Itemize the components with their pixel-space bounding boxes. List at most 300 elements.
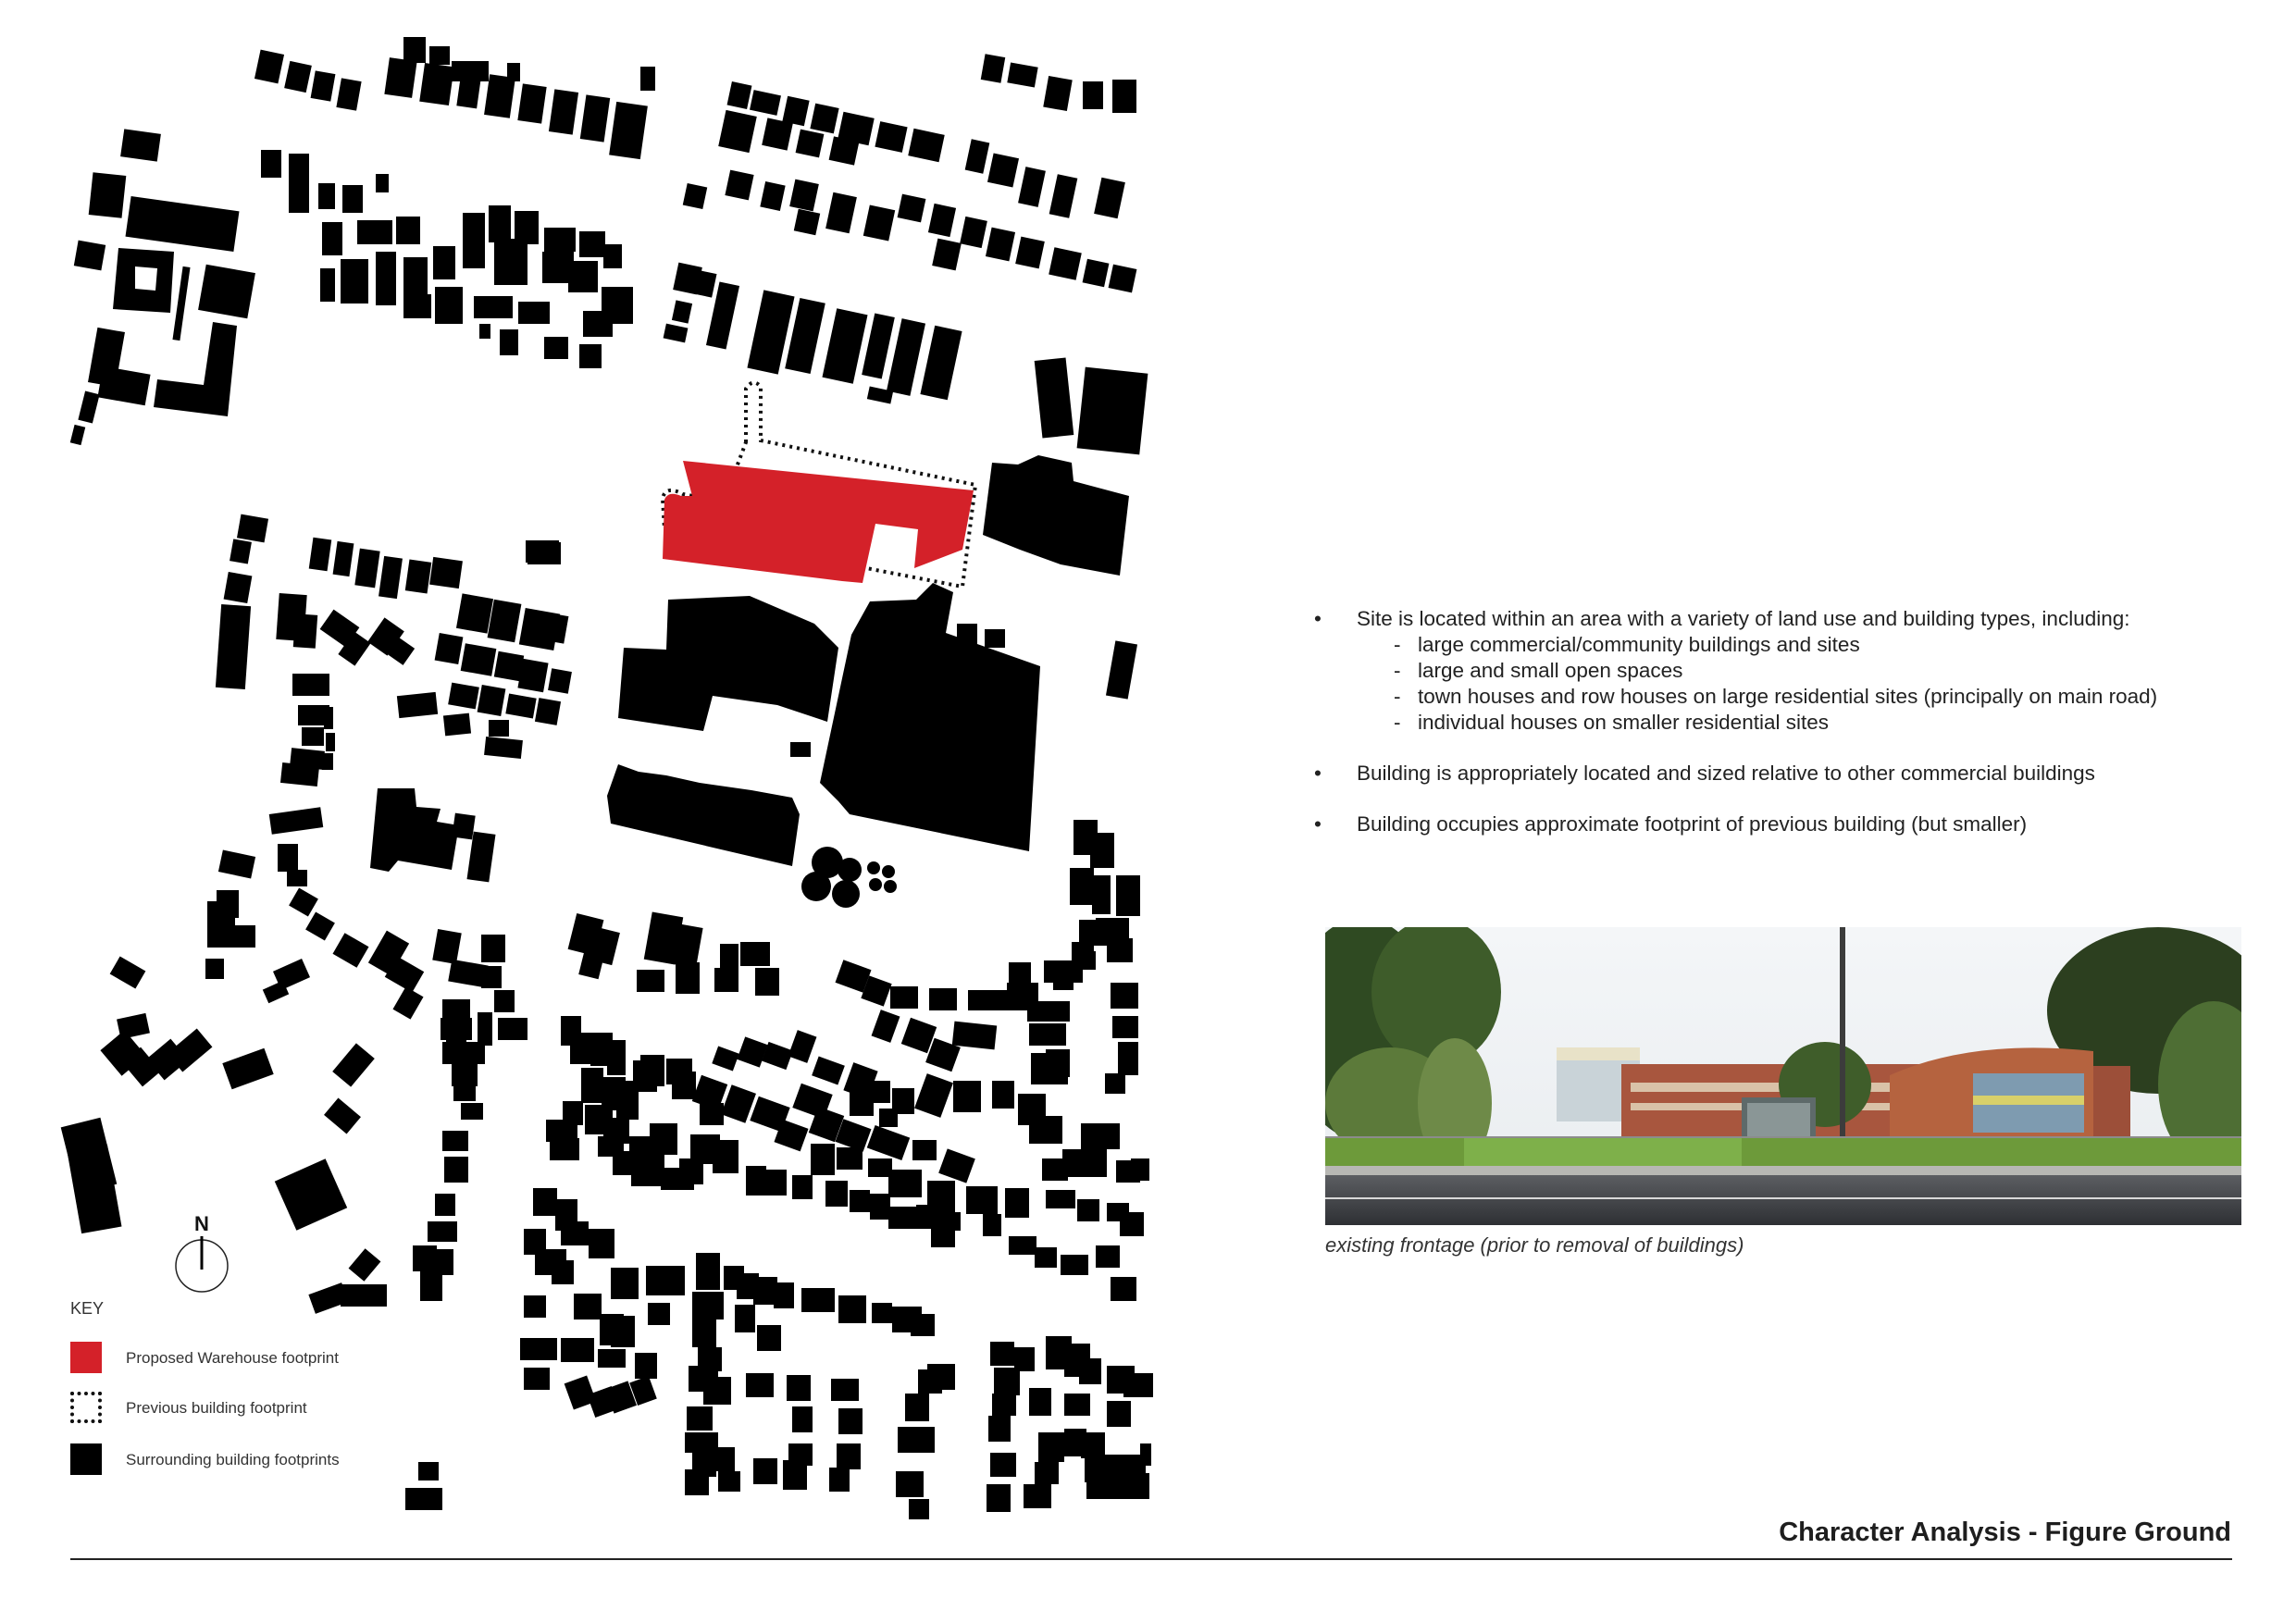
building-footprint: [712, 1046, 738, 1071]
building-footprint: [928, 204, 956, 237]
key-label-previous: Previous building footprint: [126, 1399, 307, 1417]
building-footprint: [1077, 367, 1148, 455]
building-footprint: [517, 83, 546, 123]
building-footprint: [463, 213, 485, 268]
building-footprint: [1096, 1245, 1120, 1268]
building-footprint: [822, 308, 867, 383]
building-footprint: [940, 1212, 961, 1231]
building-footprint: [987, 1484, 1011, 1512]
building-footprint: [302, 727, 324, 746]
building-footprint: [435, 1194, 455, 1216]
building-footprint: [811, 1144, 835, 1175]
building-footprint: [207, 901, 235, 929]
building-footprint: [284, 61, 312, 93]
building-footprint: [74, 241, 105, 271]
building-footprint: [1049, 174, 1078, 218]
building-footprint: [453, 1081, 476, 1101]
proposed-swatch: [70, 1342, 102, 1373]
building-footprint: [405, 1488, 442, 1510]
building-footprint: [1131, 1158, 1149, 1181]
building-footprint: [418, 1462, 439, 1481]
building-footprint: [737, 1036, 767, 1067]
building-footprint: [914, 1073, 953, 1118]
building-footprint: [1046, 1190, 1075, 1208]
building-footprint: [1042, 1158, 1068, 1181]
building-footprint: [1111, 983, 1138, 1009]
building-footprint: [637, 970, 664, 992]
building-footprint: [1083, 259, 1110, 287]
building-footprint: [548, 668, 572, 693]
building-footprint: [965, 139, 990, 173]
building-footprint: [875, 121, 907, 153]
building-footprint: [838, 1295, 866, 1323]
key-label-proposed: Proposed Warehouse footprint: [126, 1349, 339, 1367]
building-footprint: [442, 999, 470, 1020]
building-footprint: [952, 1022, 997, 1050]
building-footprint: [405, 559, 431, 593]
building-footprint: [237, 514, 268, 543]
building-footprint: [796, 130, 825, 158]
building-footprint: [392, 986, 423, 1019]
building-footprint: [433, 246, 455, 279]
building-footprint: [746, 1373, 774, 1397]
bullet-footprint: [1314, 812, 2258, 837]
building-footprint: [448, 683, 479, 710]
building-footprint: [905, 1394, 929, 1421]
building-footprint: [1123, 1373, 1153, 1397]
building-footprint: [524, 1368, 550, 1390]
building-footprint: [1043, 76, 1073, 111]
building-footprint: [829, 1468, 850, 1492]
building-footprint: [324, 1098, 361, 1134]
building-footprint: [607, 1040, 626, 1075]
building-footprint: [1096, 918, 1129, 938]
building-footprint: [1005, 1188, 1029, 1218]
building-footprint: [703, 1377, 731, 1405]
building-footprint: [269, 807, 324, 835]
building-footprint: [687, 1406, 713, 1431]
building-footprint: [986, 228, 1015, 262]
building-footprint: [578, 951, 604, 980]
bullet-location: [1314, 761, 2258, 787]
building-footprint: [481, 966, 502, 988]
building-footprint: [479, 324, 490, 339]
building-footprint: [882, 865, 895, 878]
building-footprint: [672, 300, 692, 323]
building-footprint: [603, 244, 622, 268]
building-footprint: [825, 192, 857, 234]
building-footprint: [494, 239, 527, 285]
building-footprint: [801, 1288, 835, 1312]
building-footprint: [850, 1190, 870, 1212]
previous-swatch: [70, 1392, 102, 1423]
building-footprint: [960, 217, 987, 248]
building-footprint: [505, 694, 536, 719]
building-footprint: [983, 1214, 1001, 1236]
building-footprint: [324, 707, 333, 729]
building-footprint: [611, 1316, 635, 1347]
building-footprint: [938, 1148, 975, 1183]
building-footprint: [452, 61, 489, 81]
building-footprint: [1086, 1473, 1149, 1499]
building-footprint: [1009, 962, 1031, 985]
building-footprint: [1070, 868, 1094, 905]
building-footprint: [721, 1084, 756, 1123]
building-footprint: [1112, 80, 1136, 113]
building-footprint: [280, 762, 319, 787]
building-footprint: [205, 959, 224, 979]
building-footprint: [1035, 1247, 1057, 1268]
building-footprint: [527, 542, 561, 564]
building-footprint: [898, 194, 926, 223]
building-footprint: [788, 1030, 817, 1063]
building-footprint: [611, 1268, 639, 1299]
building-footprint: [320, 268, 335, 302]
building-footprint: [342, 185, 363, 213]
building-footprint: [932, 239, 962, 271]
building-footprint: [1116, 875, 1140, 916]
building-footprint: [718, 110, 757, 153]
building-footprint: [452, 813, 475, 840]
surrounding-building-footprints: [61, 37, 1153, 1519]
building-footprint: [336, 78, 361, 110]
building-footprint: [992, 1081, 1014, 1109]
sub-item: [1357, 632, 2258, 658]
building-footprint: [1024, 1484, 1051, 1508]
building-footprint: [890, 986, 918, 1009]
building-footprint: [1107, 938, 1133, 962]
building-footprint: [305, 911, 335, 940]
building-footprint: [966, 1186, 998, 1214]
building-footprint: [1061, 1255, 1088, 1275]
building-footprint: [68, 1145, 122, 1233]
building-footprint: [838, 1408, 863, 1434]
building-footprint: [1015, 237, 1045, 269]
building-footprint: [888, 1170, 922, 1197]
building-footprint: [97, 366, 150, 406]
building-footprint: [474, 296, 513, 318]
building-footprint: [760, 181, 785, 211]
building-footprint: [230, 539, 252, 564]
building-footprint: [254, 50, 284, 84]
building-footprint: [574, 1294, 602, 1319]
building-footprint: [500, 329, 518, 355]
sub-item-text: large commercial/community buildings and sites: [1418, 633, 1860, 656]
building-footprint: [911, 1314, 935, 1336]
building-footprint: [746, 1166, 766, 1196]
building-footprint: [683, 183, 708, 209]
building-footprint: [1118, 1042, 1138, 1075]
building-footprint: [172, 266, 190, 341]
building-footprint: [888, 1207, 918, 1229]
building-footprint: [583, 311, 613, 337]
building-footprint: [278, 844, 298, 872]
proposed-warehouse-footprint: [663, 461, 974, 583]
building-footprint: [825, 1181, 848, 1207]
building-footprint: [879, 1109, 898, 1127]
building-footprint: [757, 1325, 781, 1351]
building-footprint: [461, 643, 497, 675]
building-footprint: [1031, 1053, 1068, 1084]
bullet-marker: •: [1314, 812, 1322, 836]
building-footprint: [207, 925, 255, 948]
building-footprint: [1083, 81, 1103, 109]
sub-item: [1357, 710, 2258, 736]
building-footprint: [376, 252, 396, 305]
building-footprint: [396, 217, 420, 244]
building-footprint: [1109, 265, 1137, 293]
building-footprint: [1064, 1394, 1090, 1416]
building-footprint: [341, 259, 368, 304]
analysis-bullets: [1314, 606, 2258, 862]
building-footprint: [289, 154, 309, 213]
building-footprint: [1090, 833, 1114, 868]
building-footprint: [801, 872, 831, 901]
building-footprint: [867, 861, 880, 874]
building-footprint: [1120, 1212, 1144, 1236]
surrounding-swatch: [70, 1443, 102, 1475]
building-footprint: [968, 990, 1009, 1010]
building-footprint: [349, 1248, 381, 1282]
building-footprint: [435, 633, 464, 664]
building-footprint: [524, 1295, 546, 1318]
building-footprint: [441, 1018, 472, 1040]
building-footprint: [222, 1048, 273, 1090]
building-footprint: [478, 685, 506, 716]
building-footprint: [929, 988, 957, 1010]
building-footprint: [456, 593, 493, 633]
building-footprint: [1018, 167, 1046, 207]
building-footprint: [812, 1057, 845, 1085]
building-footprint: [488, 600, 522, 643]
building-footprint: [435, 287, 463, 324]
building-footprint: [870, 1194, 890, 1220]
building-footprint: [661, 1168, 694, 1190]
building-footprint: [862, 313, 895, 378]
building-footprint: [1029, 1388, 1051, 1416]
building-footprint: [544, 228, 576, 252]
building-footprint: [333, 933, 369, 968]
building-footprint: [810, 104, 838, 134]
building-footprint: [755, 968, 779, 996]
building-footprint: [727, 81, 752, 109]
footer-rule: [70, 1558, 2232, 1560]
building-footprint: [1106, 640, 1137, 699]
building-footprint: [1107, 1401, 1131, 1427]
building-footprint: [618, 596, 838, 731]
building-footprint: [120, 129, 161, 161]
building-footprint: [397, 692, 438, 718]
building-footprint: [820, 583, 1040, 851]
frontage-photo: [1325, 927, 2241, 1225]
building-footprint: [609, 102, 648, 159]
building-footprint: [561, 1338, 594, 1362]
building-footprint: [403, 37, 426, 63]
bullet-text: Site is located within an area with a variety of land use and building types, including:: [1357, 607, 2130, 630]
building-footprint: [70, 425, 85, 445]
building-footprint: [740, 942, 770, 966]
building-footprint: [444, 1157, 468, 1183]
building-footprint: [478, 1012, 492, 1046]
building-footprint: [419, 63, 454, 105]
frontage-photo-illustration: [1325, 927, 2241, 1225]
building-footprint: [713, 1140, 738, 1173]
bullet-marker: •: [1314, 762, 1322, 785]
building-footprint: [987, 153, 1019, 187]
building-footprint: [549, 89, 578, 134]
building-footprint: [789, 180, 819, 212]
building-footprint: [446, 1040, 466, 1055]
building-footprint: [379, 556, 403, 599]
building-footprint: [1112, 1016, 1138, 1038]
building-footprint: [792, 1406, 813, 1432]
page-title: Character Analysis - Figure Ground: [1779, 1518, 2231, 1547]
building-footprint: [1029, 1116, 1062, 1144]
building-footprint: [640, 1055, 664, 1086]
building-footprint: [332, 1043, 375, 1086]
building-footprint: [1077, 1199, 1099, 1221]
building-footprint: [443, 713, 471, 737]
bullet-text: Building occupies approximate footprint of previous building (but smaller): [1357, 812, 2028, 836]
building-footprint: [333, 541, 354, 576]
building-footprint: [432, 929, 462, 964]
building-footprint: [714, 968, 738, 992]
sub-item-text: town houses and row houses on large residential sites (principally on main road): [1418, 685, 2158, 708]
building-footprint: [376, 174, 389, 192]
building-footprint: [1092, 875, 1111, 914]
building-footprint: [898, 1427, 935, 1453]
building-footprint: [1035, 357, 1074, 438]
sub-marker: -: [1394, 711, 1401, 734]
building-footprint: [868, 1158, 892, 1177]
building-footprint: [1014, 1347, 1035, 1371]
building-footprint: [322, 753, 333, 770]
building-footprint: [370, 788, 459, 872]
building-footprint: [635, 1353, 657, 1379]
building-footprint: [696, 1253, 720, 1290]
building-footprint: [579, 231, 605, 257]
building-footprint: [489, 720, 509, 737]
building-footprint: [692, 1292, 724, 1319]
building-footprint: [782, 96, 809, 126]
building-footprint: [646, 1266, 685, 1295]
building-footprint: [685, 1469, 709, 1495]
building-footprint: [498, 1018, 527, 1040]
building-footprint: [287, 870, 307, 886]
building-footprint: [293, 613, 317, 649]
building-footprint: [292, 674, 329, 696]
building-footprint: [887, 318, 925, 396]
building-footprint: [983, 455, 1129, 576]
building-footprint: [1079, 1358, 1101, 1384]
building-footprint: [1029, 1023, 1066, 1046]
building-footprint: [544, 337, 568, 359]
building-footprint: [872, 1303, 892, 1323]
building-footprint: [494, 990, 515, 1012]
building-footprint: [357, 220, 392, 244]
building-footprint: [403, 294, 431, 318]
building-footprint: [794, 209, 820, 235]
building-footprint: [909, 1499, 929, 1519]
building-footprint: [607, 764, 800, 866]
building-footprint: [1081, 1432, 1105, 1458]
building-footprint: [672, 1072, 696, 1099]
key-label-surrounding: Surrounding building footprints: [126, 1451, 340, 1468]
building-footprint: [783, 1460, 807, 1490]
building-footprint: [1007, 63, 1037, 88]
building-footprint: [198, 265, 255, 319]
north-label: N: [194, 1212, 209, 1235]
sub-marker: -: [1394, 685, 1401, 708]
sub-item: [1357, 658, 2258, 684]
building-footprint: [1038, 1432, 1064, 1462]
building-footprint: [718, 1471, 740, 1492]
building-footprint: [863, 204, 895, 241]
building-footprint: [1053, 975, 1074, 990]
building-footprint: [750, 90, 781, 116]
building-footprint: [831, 1379, 859, 1401]
building-footprint: [990, 1342, 1014, 1366]
building-footprint: [318, 183, 335, 209]
building-footprint: [990, 1453, 1016, 1477]
building-footprint: [762, 118, 793, 150]
building-footprint: [1111, 1277, 1136, 1301]
building-footprint: [429, 46, 450, 65]
building-footprint: [994, 1368, 1020, 1395]
building-footprint: [552, 1260, 574, 1284]
building-footprint: [218, 850, 255, 879]
sub-marker: -: [1394, 659, 1401, 682]
building-footprint: [322, 222, 342, 255]
building-footprint: [341, 1284, 387, 1307]
bullet-text: Building is appropriately located and sized relative to other commercial buildings: [1357, 762, 2095, 785]
building-footprint: [533, 1188, 557, 1216]
building-footprint: [985, 629, 1005, 648]
building-footprint: [650, 1123, 677, 1155]
building-footprint: [261, 150, 281, 178]
building-footprint: [403, 257, 428, 298]
building-footprint: [916, 1205, 942, 1229]
building-footprint: [1081, 1123, 1120, 1149]
bullet-marker: •: [1314, 607, 1322, 630]
building-footprint: [716, 1447, 735, 1471]
building-footprint: [520, 1338, 557, 1360]
building-footprint: [518, 302, 550, 324]
north-arrow: [176, 1212, 228, 1292]
building-footprint: [326, 733, 335, 751]
sub-item-text: large and small open spaces: [1418, 659, 1683, 682]
building-footprint: [774, 1282, 794, 1308]
building-footprint: [838, 858, 862, 882]
building-footprint: [507, 63, 520, 81]
building-footprint: [1140, 1443, 1151, 1466]
building-footprint: [988, 1416, 1011, 1442]
building-footprint: [648, 1303, 670, 1325]
building-footprint: [113, 248, 174, 313]
building-footprint: [896, 1471, 924, 1497]
building-footprint: [790, 742, 811, 757]
building-footprint: [908, 129, 944, 162]
building-footprint: [869, 878, 882, 891]
building-footprint: [753, 1458, 777, 1484]
building-footprint: [428, 1221, 457, 1242]
building-footprint: [384, 57, 416, 98]
building-footprint: [1105, 1073, 1125, 1094]
building-footprint: [912, 1140, 937, 1160]
building-footprint: [700, 1103, 724, 1125]
building-footprint: [1049, 247, 1082, 280]
building-footprint: [517, 659, 548, 692]
